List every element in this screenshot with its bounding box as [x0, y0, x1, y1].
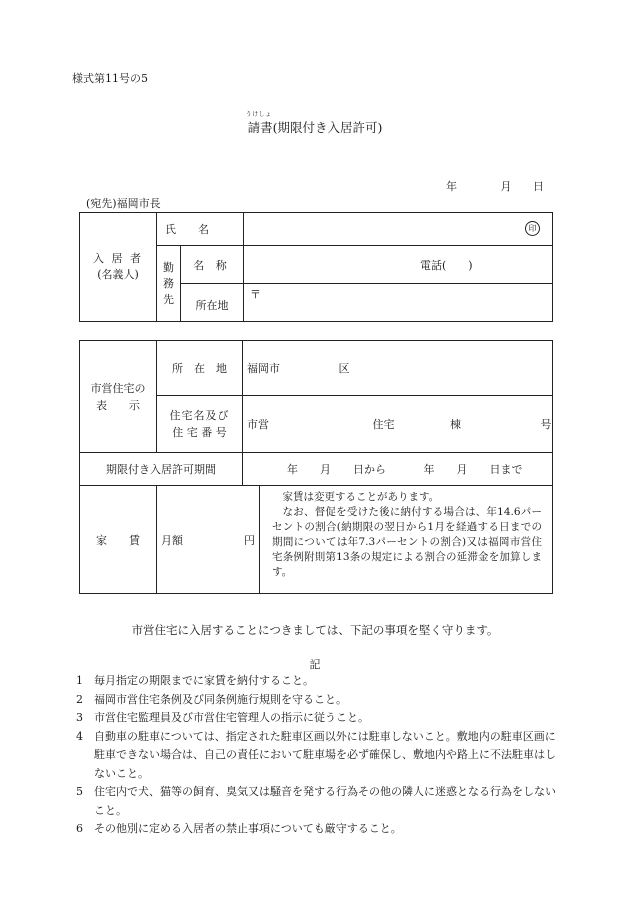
ki-heading: 記 [309, 658, 321, 671]
housing-suffix: 住宅 [372, 418, 395, 431]
workplace-name-label-cell [181, 246, 244, 284]
pledge-statement: 市営住宅に入居することにつきましては、下記の事項を堅く守ります。 [131, 623, 499, 637]
workplace-address-label: 所在地 [195, 299, 229, 312]
list-item [76, 709, 556, 728]
item-text: 福岡市営住宅条例及び同条例施行規則を守ること。 [94, 692, 347, 706]
date-line [446, 178, 544, 194]
name-field[interactable] [244, 213, 553, 246]
item-number: 6 [76, 822, 83, 835]
location-ward: 区 [338, 362, 350, 375]
housing-display-label-line1: 市営住宅の [90, 381, 146, 395]
addressee: (宛先)福岡市長 [86, 197, 161, 210]
item-number: 4 [76, 729, 83, 743]
list-item [76, 820, 556, 839]
form-number: 様式第11号の5 [72, 72, 148, 85]
rent-label-cell [80, 486, 157, 594]
occupant-label-line2: (名義人) [97, 268, 139, 281]
occupant-section-label [80, 213, 157, 322]
housing-name-field[interactable] [243, 396, 553, 453]
rent-note-2: なお、督促を受けた後に納付する場合は、年14.6パーセントの割合(納期限の翌日から1月を経過する日までの期間については年7.3パーセントの割合)又は福岡市営住宅条例附則第13条の規定による割合の延滞金を加算します。 [272, 506, 542, 578]
item-number: 3 [76, 711, 83, 724]
location-label-cell [157, 341, 243, 396]
seal-mark: 印 [525, 221, 540, 236]
workplace-name-label: 名 称 [193, 258, 231, 272]
item-number: 5 [76, 785, 83, 798]
item-text: その他別に定める入居者の禁止事項についても厳守すること。 [94, 822, 402, 835]
rent-row [157, 486, 553, 594]
rent-note [260, 486, 552, 593]
occupant-label-line1: 入 居 者 [93, 252, 143, 265]
building-label: 棟 [450, 418, 461, 431]
rent-yen-label: 円 [244, 533, 255, 547]
list-item [76, 672, 556, 691]
housing-display-label-cell [80, 341, 157, 453]
list-item [76, 728, 556, 784]
workplace-label: 勤務先 [163, 260, 174, 306]
phone-label: 電話( ) [420, 258, 473, 272]
workplace-address-label-cell [181, 284, 244, 322]
workplace-name-field[interactable] [244, 246, 553, 284]
postal-mark: 〒 [250, 288, 261, 301]
period-from: 年 月 日から [287, 463, 386, 476]
rent-label: 家 賃 [96, 533, 140, 547]
workplace-address-field[interactable] [244, 284, 553, 322]
occupant-table [79, 212, 553, 322]
rules-list [76, 672, 556, 839]
housing-table [79, 340, 553, 594]
date-year: 年 [446, 180, 457, 193]
item-text: 自動車の駐車については、指定された駐車区画以外には駐車しないこと。敷地内の駐車区画に駐車できない場合は、自己の責任において駐車場を必ず確保し、敷地内や路上に不法駐車はしないこと。 [94, 729, 556, 780]
housing-name-label-line2: 住 宅 番 号 [172, 426, 227, 439]
list-item [76, 783, 556, 820]
workplace-label-cell [157, 246, 181, 322]
period-field[interactable] [243, 453, 553, 486]
item-text: 市営住宅監理員及び市営住宅管理人の指示に従うこと。 [94, 711, 369, 724]
date-month: 月 [500, 180, 512, 193]
period-label-cell [80, 453, 243, 486]
housing-name-label-cell [157, 396, 243, 453]
location-field[interactable] [243, 341, 553, 396]
location-city: 福岡市 [247, 362, 280, 375]
number-label: 号 [540, 418, 552, 431]
housing-prefix: 市営 [247, 418, 269, 431]
title-ruby: うけしょ [245, 111, 272, 118]
title-text: 請書(期限付き入居許可) [247, 120, 383, 135]
period-label: 期限付き入居許可期間 [106, 463, 216, 476]
housing-display-label-line2: 表 示 [96, 398, 140, 412]
document-title [245, 111, 383, 136]
location-label: 所 在 地 [172, 362, 227, 375]
date-day: 日 [533, 180, 544, 193]
name-label: 氏 名 [165, 223, 209, 236]
rent-monthly-label: 月額 [161, 533, 183, 547]
item-text: 住宅内で犬、猫等の飼育、臭気又は騒音を発する行為その他の隣人に迷惑となる行為をしないこと。 [94, 785, 556, 817]
item-number: 1 [76, 674, 83, 687]
name-label-cell [157, 213, 244, 246]
rent-note-1: 家賃は変更することがあります。 [282, 491, 440, 503]
rent-amount-field[interactable] [157, 486, 260, 593]
list-item [76, 691, 556, 710]
document-title-area [0, 111, 630, 136]
housing-name-label-line1: 住宅名及び [169, 409, 230, 422]
item-number: 2 [76, 692, 83, 706]
item-text: 毎月指定の期限までに家賃を納付すること。 [94, 674, 314, 687]
period-to: 年 月 日まで [423, 463, 523, 476]
